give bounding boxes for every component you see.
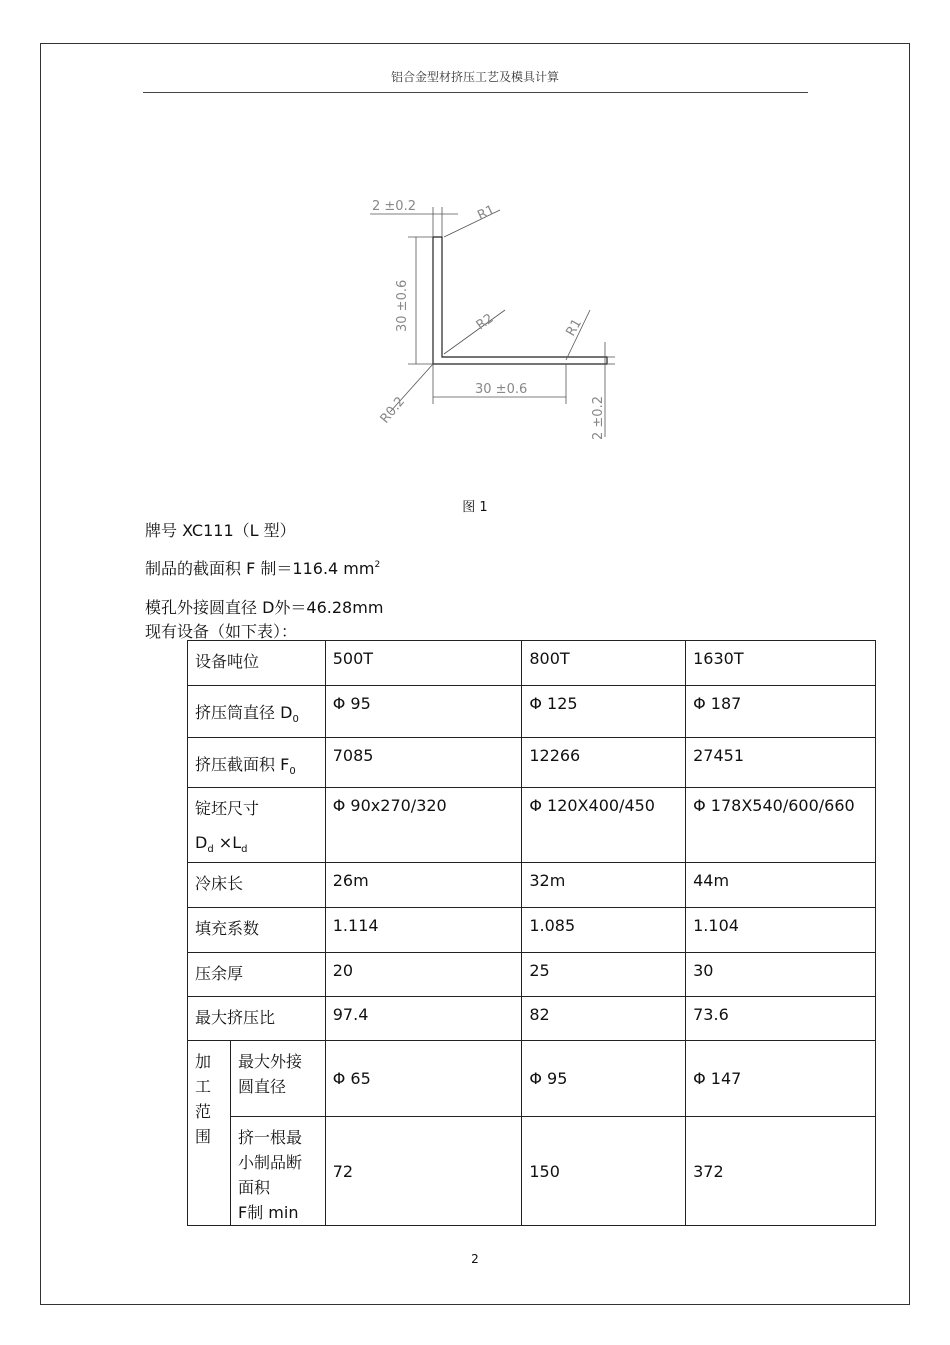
dim-width: 30 ±0.6: [475, 382, 528, 397]
area-value: F 制＝116.4 mm: [246, 559, 375, 578]
table-row: [188, 686, 876, 738]
table-row: [188, 997, 876, 1041]
row-label: 填充系数: [188, 908, 326, 953]
cell: 97.4: [325, 997, 522, 1041]
cell: 27451: [686, 738, 876, 788]
cell: 26m: [325, 863, 522, 908]
dim-radius-top: R1: [475, 202, 498, 224]
dim-radius-inner: R2: [473, 311, 497, 334]
table-row: [188, 1117, 876, 1226]
brand-label: 牌号: [145, 521, 178, 540]
figure-caption: 图 1: [462, 500, 488, 515]
cell: Φ 125: [522, 686, 686, 738]
cell: Φ 95: [522, 1041, 686, 1117]
brand-line: [145, 518, 296, 541]
circle-value: D外＝46.28mm: [262, 598, 384, 617]
cell: 7085: [325, 738, 522, 788]
dim-thickness-top: 2 ±0.2: [372, 199, 416, 214]
row-label: 设备吨位: [188, 641, 326, 686]
table-row: [188, 788, 876, 863]
cell: Φ 120X400/450: [522, 788, 686, 863]
table-row: [188, 641, 876, 686]
cell: Φ 187: [686, 686, 876, 738]
table-row: [188, 863, 876, 908]
cell: 1.104: [686, 908, 876, 953]
table-row: [188, 908, 876, 953]
cell: 30: [686, 953, 876, 997]
cell: 1630T: [686, 641, 876, 686]
cell: Φ 65: [325, 1041, 522, 1117]
equipment-line: 现有设备（如下表）：: [145, 622, 298, 641]
cell: 1.085: [522, 908, 686, 953]
row-label: 挤压截面积 $F_0$: [188, 738, 326, 788]
cell: 800T: [522, 641, 686, 686]
cell: Φ 178X540/600/660: [686, 788, 876, 863]
circle-label: 模孔外接圆直径: [145, 598, 258, 617]
cell: Φ 147: [686, 1041, 876, 1117]
sub-row-label: 最大外接圆直径: [231, 1041, 326, 1117]
cell: Φ 90x270/320: [325, 788, 522, 863]
cell: 44m: [686, 863, 876, 908]
cell: 150: [522, 1117, 686, 1226]
cell: 12266: [522, 738, 686, 788]
row-label: 冷床长: [188, 863, 326, 908]
profile-outline: [433, 237, 607, 364]
table-row: [188, 953, 876, 997]
dim-height: 30 ±0.6: [395, 279, 410, 332]
row-label: 压余厚: [188, 953, 326, 997]
dim-radius-corner: R0.2: [377, 394, 409, 427]
table-row: [188, 1041, 876, 1117]
cell: 372: [686, 1117, 876, 1226]
table-row: [188, 738, 876, 788]
dim-radius-right: R1: [563, 316, 586, 339]
cell: 72: [325, 1117, 522, 1226]
page-number: 2: [471, 1252, 479, 1266]
brand-value: XC111（L 型）: [182, 521, 296, 540]
l-profile-drawing: [360, 192, 620, 447]
header-rule: [143, 92, 808, 93]
cell: 73.6: [686, 997, 876, 1041]
cell: 20: [325, 953, 522, 997]
cell: 1.114: [325, 908, 522, 953]
equipment-table: [187, 640, 876, 1226]
circle-line: [145, 595, 383, 618]
area-label: 制品的截面积: [145, 559, 242, 578]
cell: Φ 95: [325, 686, 522, 738]
cell: 25: [522, 953, 686, 997]
sub-row-label: 挤一根最小制品断面积 F制 min: [231, 1117, 326, 1226]
dim-thickness-right: 2 ±0.2: [591, 396, 606, 440]
row-label: 锭坯尺寸 $D_d \times L_d$: [188, 788, 326, 863]
area-exponent: 2: [374, 560, 381, 570]
area-line: [145, 556, 380, 579]
row-label: 最大挤压比: [188, 997, 326, 1041]
group-label-processing-range: 加 工 范 围: [188, 1041, 231, 1226]
cell: 32m: [522, 863, 686, 908]
page-header: 铝合金型材挤压工艺及模具计算: [390, 70, 559, 84]
cell: 82: [522, 997, 686, 1041]
row-label: 挤压筒直径 $D_0$: [188, 686, 326, 738]
cell: 500T: [325, 641, 522, 686]
